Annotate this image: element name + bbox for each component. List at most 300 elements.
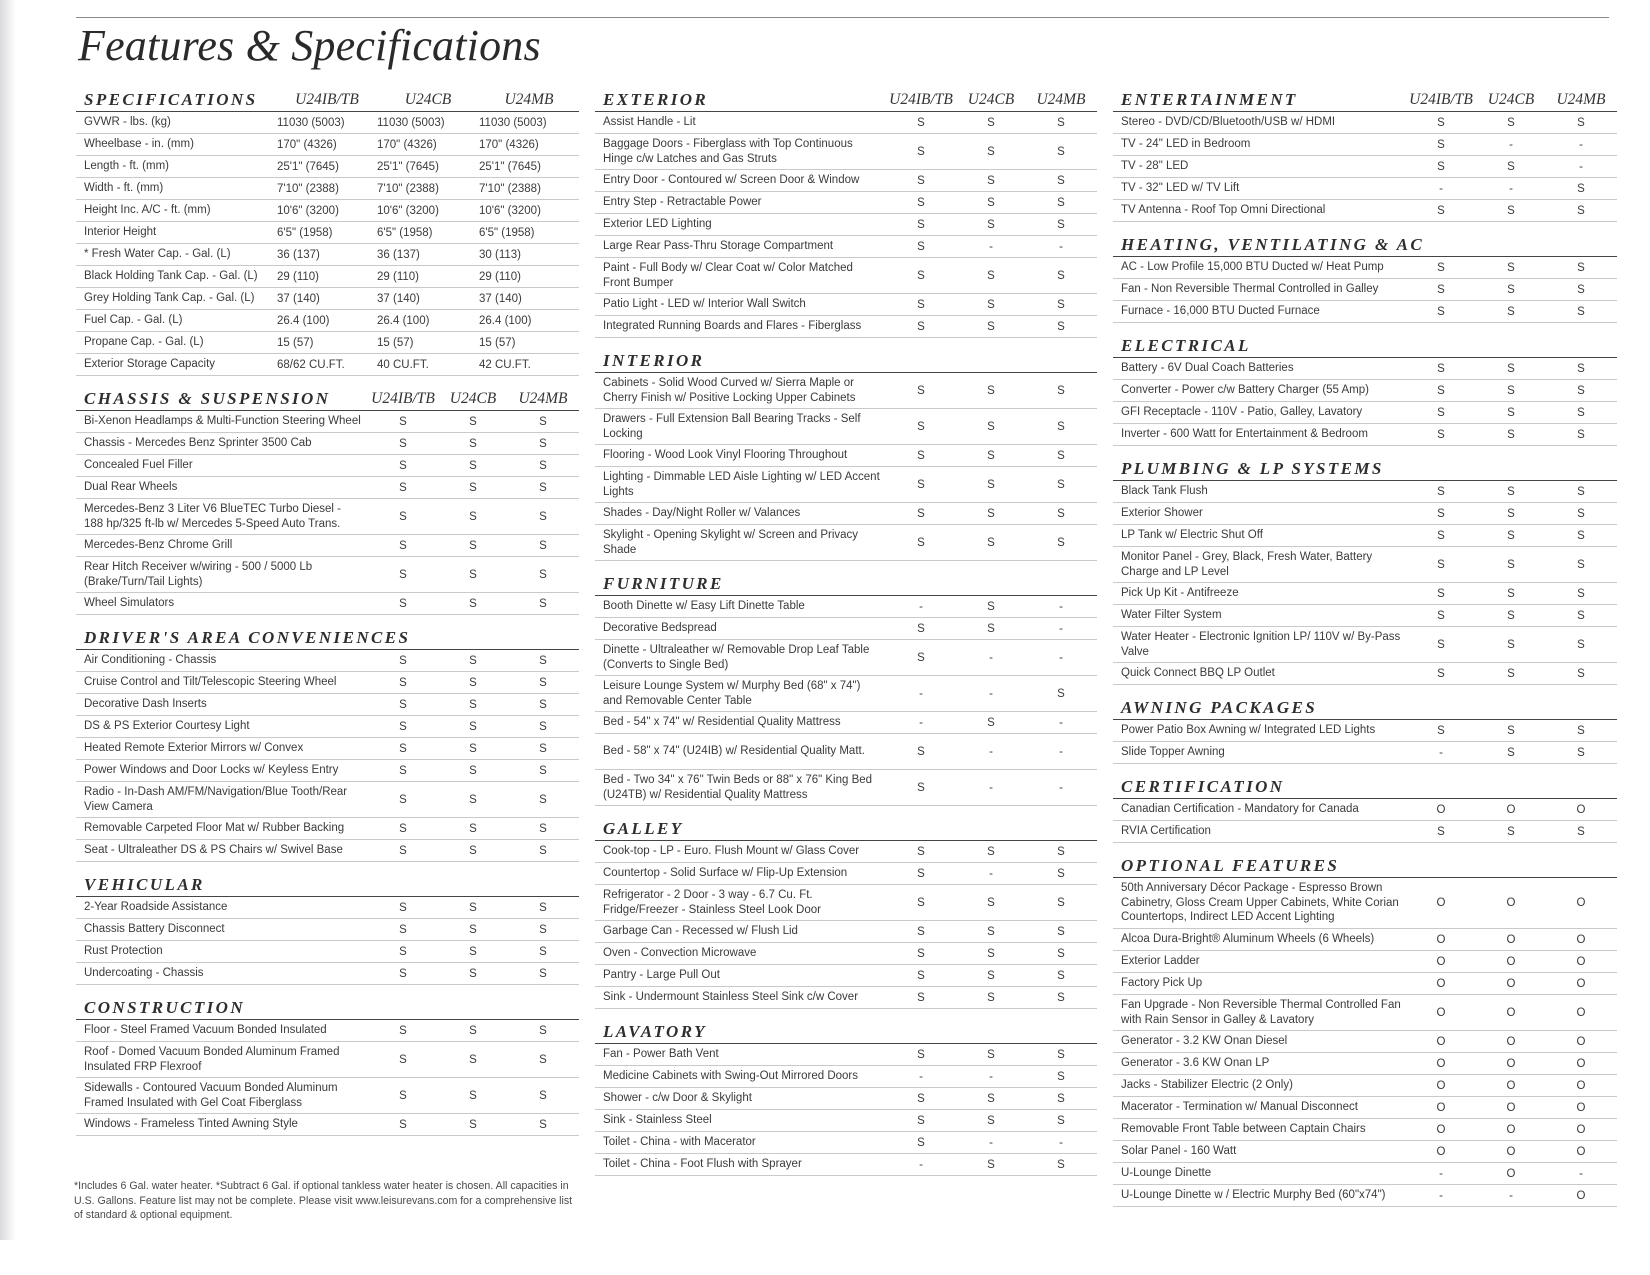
value-u24mb: S bbox=[539, 822, 547, 835]
value-u24cb: - bbox=[989, 867, 993, 880]
value-u24mb: S bbox=[1057, 991, 1065, 1004]
row-values bbox=[277, 139, 579, 151]
row-label: Heated Remote Exterior Mirrors w/ Convex bbox=[84, 742, 304, 755]
value-u24mb: S bbox=[539, 1118, 547, 1131]
section-title: LAVATORY bbox=[603, 1022, 707, 1041]
row-label: Toilet - China - Foot Flush with Sprayer bbox=[603, 1158, 802, 1171]
value-u24mb: S bbox=[1057, 896, 1065, 909]
section-title: CHASSIS & SUSPENSION bbox=[84, 389, 331, 408]
table-row bbox=[1113, 1163, 1617, 1185]
value-u24ib-tb: O bbox=[1436, 933, 1446, 946]
section-title: AWNING PACKAGES bbox=[1121, 698, 1318, 717]
value-u24cb: 37 (140) bbox=[377, 292, 420, 305]
value-u24ib-tb: S bbox=[1437, 362, 1445, 375]
row-values bbox=[885, 146, 1097, 158]
section-header bbox=[76, 86, 579, 112]
row-values bbox=[367, 1025, 579, 1037]
value-u24cb: O bbox=[1506, 1145, 1516, 1158]
value-u24ib-tb: O bbox=[1436, 1079, 1446, 1092]
table-row bbox=[1113, 1185, 1617, 1207]
table-row bbox=[76, 840, 579, 862]
value-u24mb: O bbox=[1576, 1101, 1586, 1114]
table-row bbox=[1113, 821, 1617, 843]
value-u24mb: S bbox=[1057, 269, 1065, 282]
value-u24cb: S bbox=[987, 116, 995, 129]
row-label: Baggage Doors - Fiberglass with Top Continuous Hinge c/w Latches and Gas Struts bbox=[603, 138, 853, 165]
value-u24cb: 7'10" (2388) bbox=[377, 182, 439, 195]
value-u24ib-tb: S bbox=[917, 969, 925, 982]
value-u24mb: S bbox=[1057, 507, 1065, 520]
value-u24ib-tb: O bbox=[1436, 955, 1446, 968]
value-u24ib-tb: S bbox=[917, 991, 925, 1004]
value-u24mb: S bbox=[1057, 145, 1065, 158]
value-u24mb: S bbox=[1057, 969, 1065, 982]
section-title: DRIVER'S AREA CONVENIENCES bbox=[84, 628, 411, 647]
row-label: Decorative Bedspread bbox=[603, 622, 717, 635]
table-row bbox=[1113, 301, 1617, 323]
row-values bbox=[1405, 1190, 1617, 1202]
table-row bbox=[595, 467, 1097, 503]
value-u24mb: 37 (140) bbox=[479, 292, 522, 305]
row-label: Generator - 3.6 KW Onan LP bbox=[1121, 1057, 1270, 1070]
row-label: Bed - 58" x 74" (U24IB) w/ Residential Quality Matt. bbox=[603, 745, 865, 758]
section-header bbox=[76, 385, 579, 411]
model-header-u24mb: U24MB bbox=[504, 91, 554, 108]
value-u24cb: S bbox=[1507, 305, 1515, 318]
row-label: Cabinets - Solid Wood Curved w/ Sierra Maple or Cherry Finish w/ Positive Locking Upper Cabinets bbox=[603, 377, 856, 404]
row-label: Paint - Full Body w/ Clear Coat w/ Color Matched Front Bumper bbox=[603, 262, 853, 289]
row-label: Exterior Shower bbox=[1121, 507, 1203, 520]
column-left bbox=[76, 86, 579, 1136]
table-row bbox=[595, 770, 1097, 806]
row-values bbox=[885, 1071, 1097, 1083]
model-column-headers bbox=[367, 390, 579, 410]
value-u24mb: O bbox=[1576, 955, 1586, 968]
model-header-u24cb: U24CB bbox=[449, 390, 497, 407]
section-header bbox=[1113, 332, 1617, 358]
table-row bbox=[76, 818, 579, 840]
value-u24ib-tb: 37 (140) bbox=[277, 292, 320, 305]
section-header bbox=[76, 994, 579, 1020]
section-certification bbox=[1113, 773, 1617, 843]
value-u24cb: S bbox=[987, 991, 995, 1004]
row-label: Entry Door - Contoured w/ Screen Door & Window bbox=[603, 174, 860, 187]
row-label: Undercoating - Chassis bbox=[84, 967, 204, 980]
section-header bbox=[1113, 773, 1617, 799]
value-u24mb: 10'6" (3200) bbox=[479, 204, 541, 217]
value-u24mb: S bbox=[1577, 667, 1585, 680]
value-u24mb: S bbox=[539, 742, 547, 755]
value-u24mb: S bbox=[1057, 867, 1065, 880]
table-row bbox=[1113, 380, 1617, 402]
row-values bbox=[1405, 1146, 1617, 1158]
value-u24ib-tb: S bbox=[917, 651, 925, 664]
value-u24mb: S bbox=[1577, 116, 1585, 129]
table-row bbox=[76, 288, 579, 310]
row-label: Countertop - Solid Surface w/ Flip-Up Extension bbox=[603, 867, 848, 880]
section-chassis-suspension bbox=[76, 385, 579, 615]
row-label: Dual Rear Wheels bbox=[84, 481, 178, 494]
section-header bbox=[1113, 694, 1617, 720]
value-u24cb: S bbox=[987, 196, 995, 209]
row-label: Width - ft. (mm) bbox=[84, 182, 164, 195]
table-row bbox=[1113, 1075, 1617, 1097]
table-row bbox=[1113, 627, 1617, 663]
table-row bbox=[595, 170, 1097, 192]
row-label: * Fresh Water Cap. - Gal. (L) bbox=[84, 248, 231, 261]
row-values bbox=[1405, 725, 1617, 737]
row-label: Pantry - Large Pull Out bbox=[603, 969, 720, 982]
value-u24ib-tb: S bbox=[399, 568, 407, 581]
row-values bbox=[367, 743, 579, 755]
value-u24ib-tb: - bbox=[919, 687, 923, 700]
section-header bbox=[595, 347, 1097, 373]
table-row bbox=[76, 963, 579, 985]
value-u24mb: O bbox=[1576, 1123, 1586, 1136]
value-u24mb: S bbox=[539, 1024, 547, 1037]
value-u24cb: S bbox=[987, 384, 995, 397]
row-values bbox=[885, 241, 1097, 253]
value-u24mb: S bbox=[1577, 609, 1585, 622]
value-u24cb: S bbox=[1507, 724, 1515, 737]
row-label: Quick Connect BBQ LP Outlet bbox=[1121, 667, 1275, 680]
value-u24cb: S bbox=[469, 1024, 477, 1037]
value-u24ib-tb: - bbox=[1439, 746, 1443, 759]
value-u24cb: - bbox=[989, 745, 993, 758]
value-u24cb: S bbox=[987, 925, 995, 938]
row-values bbox=[277, 249, 579, 261]
row-label: Medicine Cabinets with Swing-Out Mirrored Doors bbox=[603, 1070, 859, 1083]
value-u24cb: - bbox=[1509, 138, 1513, 151]
value-u24cb: S bbox=[469, 822, 477, 835]
table-row bbox=[1113, 1097, 1617, 1119]
table-row bbox=[1113, 178, 1617, 200]
value-u24mb: S bbox=[1057, 116, 1065, 129]
value-u24mb: - bbox=[1059, 716, 1063, 729]
table-row bbox=[76, 433, 579, 455]
value-u24mb: 30 (113) bbox=[479, 248, 521, 261]
value-u24cb: S bbox=[987, 420, 995, 433]
table-row bbox=[595, 640, 1097, 676]
section-entertainment bbox=[1113, 86, 1617, 222]
value-u24cb: S bbox=[1507, 204, 1515, 217]
value-u24mb: - bbox=[1059, 1136, 1063, 1149]
value-u24mb: O bbox=[1576, 1035, 1586, 1048]
value-u24ib-tb: S bbox=[399, 415, 407, 428]
value-u24cb: O bbox=[1506, 1079, 1516, 1092]
value-u24ib-tb: S bbox=[917, 420, 925, 433]
row-values bbox=[1405, 183, 1617, 195]
value-u24cb: S bbox=[987, 969, 995, 982]
model-column-headers bbox=[885, 91, 1097, 111]
value-u24ib-tb: S bbox=[917, 536, 925, 549]
value-u24mb: S bbox=[539, 676, 547, 689]
row-label: Dinette - Ultraleather w/ Removable Drop Leaf Table (Converts to Single Bed) bbox=[603, 644, 870, 671]
value-u24cb: S bbox=[987, 1092, 995, 1105]
value-u24cb: S bbox=[469, 597, 477, 610]
row-label: Roof - Domed Vacuum Bonded Aluminum Framed Insulated FRP Flexroof bbox=[84, 1046, 340, 1073]
row-values bbox=[1405, 363, 1617, 375]
table-row bbox=[595, 943, 1097, 965]
row-label: Alcoa Dura-Bright® Aluminum Wheels (6 Wheels) bbox=[1121, 933, 1375, 946]
row-label: Leisure Lounge System w/ Murphy Bed (68" x 74") and Removable Center Table bbox=[603, 680, 861, 707]
row-label: Power Patio Box Awning w/ Integrated LED Lights bbox=[1121, 724, 1376, 737]
table-row bbox=[1113, 720, 1617, 742]
value-u24cb: - bbox=[989, 1136, 993, 1149]
value-u24mb: S bbox=[1577, 305, 1585, 318]
value-u24ib-tb: 11030 (5003) bbox=[277, 116, 345, 129]
table-row bbox=[595, 921, 1097, 943]
row-values bbox=[1405, 429, 1617, 441]
value-u24mb: O bbox=[1576, 933, 1586, 946]
value-u24ib-tb: 7'10" (2388) bbox=[277, 182, 339, 195]
value-u24ib-tb: S bbox=[917, 174, 925, 187]
value-u24ib-tb: S bbox=[399, 923, 407, 936]
row-values bbox=[885, 1093, 1097, 1105]
table-row bbox=[76, 897, 579, 919]
row-label: Rust Protection bbox=[84, 945, 163, 958]
table-row bbox=[1113, 156, 1617, 178]
row-values bbox=[1405, 1080, 1617, 1092]
row-label: Bed - Two 34" x 76" Twin Beds or 88" x 76" King Bed (U24TB) w/ Residential Quality Mattress bbox=[603, 774, 873, 801]
row-label: Height Inc. A/C - ft. (mm) bbox=[84, 204, 211, 217]
value-u24ib-tb: S bbox=[399, 793, 407, 806]
value-u24ib-tb: S bbox=[917, 867, 925, 880]
row-label: Inverter - 600 Watt for Entertainment & Bedroom bbox=[1121, 428, 1368, 441]
value-u24ib-tb: S bbox=[917, 925, 925, 938]
table-row bbox=[76, 112, 579, 134]
row-values bbox=[885, 270, 1097, 282]
row-label: Booth Dinette w/ Easy Lift Dinette Table bbox=[603, 600, 805, 613]
value-u24cb: S bbox=[987, 449, 995, 462]
value-u24ib-tb: O bbox=[1436, 1006, 1446, 1019]
value-u24mb: S bbox=[1577, 638, 1585, 651]
row-values bbox=[1405, 1102, 1617, 1114]
value-u24mb: S bbox=[539, 597, 547, 610]
row-values bbox=[367, 765, 579, 777]
table-row bbox=[76, 919, 579, 941]
table-row bbox=[595, 192, 1097, 214]
row-label: Fuel Cap. - Gal. (L) bbox=[84, 314, 183, 327]
value-u24cb: S bbox=[469, 967, 477, 980]
value-u24ib-tb: S bbox=[399, 481, 407, 494]
row-label: Water Filter System bbox=[1121, 609, 1222, 622]
row-values bbox=[367, 968, 579, 980]
table-row bbox=[1113, 973, 1617, 995]
row-values bbox=[885, 868, 1097, 880]
row-label: Wheelbase - in. (mm) bbox=[84, 138, 194, 151]
value-u24ib-tb: S bbox=[399, 459, 407, 472]
value-u24mb: S bbox=[539, 945, 547, 958]
value-u24ib-tb: S bbox=[399, 654, 407, 667]
value-u24mb: - bbox=[1579, 1167, 1583, 1180]
row-values bbox=[1405, 205, 1617, 217]
value-u24mb: S bbox=[1057, 478, 1065, 491]
section-driver-s-area-conveniences bbox=[76, 624, 579, 862]
row-label: Assist Handle - Lit bbox=[603, 116, 696, 129]
value-u24cb: S bbox=[469, 459, 477, 472]
row-label: Toilet - China - with Macerator bbox=[603, 1136, 756, 1149]
row-values bbox=[885, 421, 1097, 433]
value-u24ib-tb: 25'1" (7645) bbox=[277, 160, 339, 173]
value-u24ib-tb: S bbox=[1437, 116, 1445, 129]
row-label: Removable Carpeted Floor Mat w/ Rubber Backing bbox=[84, 822, 345, 835]
model-header-u24cb: U24CB bbox=[967, 91, 1015, 108]
row-values bbox=[885, 1049, 1097, 1061]
value-u24ib-tb: 68/62 CU.FT. bbox=[277, 358, 345, 371]
value-u24cb: S bbox=[469, 764, 477, 777]
table-row bbox=[76, 499, 579, 535]
value-u24mb: S bbox=[1057, 1048, 1065, 1061]
value-u24mb: S bbox=[1057, 536, 1065, 549]
value-u24ib-tb: O bbox=[1436, 1145, 1446, 1158]
value-u24cb: S bbox=[469, 1118, 477, 1131]
row-label: Fan - Non Reversible Thermal Controlled in Galley bbox=[1121, 283, 1379, 296]
row-values bbox=[277, 161, 579, 173]
table-row bbox=[76, 716, 579, 738]
row-values bbox=[885, 537, 1097, 549]
value-u24ib-tb: - bbox=[1439, 1167, 1443, 1180]
table-row bbox=[76, 1020, 579, 1042]
row-values bbox=[1405, 262, 1617, 274]
value-u24ib-tb: S bbox=[917, 218, 925, 231]
value-u24cb: O bbox=[1506, 955, 1516, 968]
row-values bbox=[885, 1159, 1097, 1171]
value-u24cb: S bbox=[469, 1089, 477, 1102]
value-u24cb: 10'6" (3200) bbox=[377, 204, 439, 217]
row-values bbox=[885, 652, 1097, 664]
value-u24ib-tb: S bbox=[399, 1089, 407, 1102]
value-u24cb: S bbox=[469, 901, 477, 914]
value-u24cb: 6'5" (1958) bbox=[377, 226, 433, 239]
row-label: Lighting - Dimmable LED Aisle Lighting w/ LED Accent Lights bbox=[603, 471, 880, 498]
row-values bbox=[885, 385, 1097, 397]
value-u24cb: O bbox=[1506, 1123, 1516, 1136]
value-u24mb: S bbox=[539, 539, 547, 552]
value-u24mb: 170" (4326) bbox=[479, 138, 539, 151]
value-u24ib-tb: S bbox=[917, 196, 925, 209]
row-values bbox=[367, 511, 579, 523]
value-u24mb: - bbox=[1059, 745, 1063, 758]
value-u24mb: 26.4 (100) bbox=[479, 314, 532, 327]
table-row bbox=[595, 596, 1097, 618]
row-values bbox=[367, 845, 579, 857]
table-row bbox=[595, 525, 1097, 561]
value-u24mb: S bbox=[1577, 362, 1585, 375]
value-u24mb: S bbox=[1577, 507, 1585, 520]
value-u24mb: S bbox=[1577, 283, 1585, 296]
row-values bbox=[885, 479, 1097, 491]
value-u24mb: S bbox=[539, 1089, 547, 1102]
table-row bbox=[76, 200, 579, 222]
table-row bbox=[595, 134, 1097, 170]
row-label: Cruise Control and Tilt/Telescopic Steering Wheel bbox=[84, 676, 337, 689]
table-row bbox=[1113, 663, 1617, 685]
model-header-u24ib-tb: U24IB/TB bbox=[295, 91, 359, 108]
row-values bbox=[277, 337, 579, 349]
value-u24cb: S bbox=[987, 1114, 995, 1127]
row-values bbox=[1405, 610, 1617, 622]
row-values bbox=[367, 823, 579, 835]
value-u24ib-tb: S bbox=[399, 844, 407, 857]
value-u24ib-tb: S bbox=[917, 1114, 925, 1127]
row-label: Integrated Running Boards and Flares - Fiberglass bbox=[603, 320, 862, 333]
value-u24cb: 36 (137) bbox=[377, 248, 420, 261]
row-values bbox=[277, 293, 579, 305]
value-u24cb: S bbox=[987, 1158, 995, 1171]
value-u24mb: S bbox=[1057, 384, 1065, 397]
section-header bbox=[1113, 231, 1617, 257]
value-u24mb: S bbox=[539, 764, 547, 777]
value-u24mb: S bbox=[539, 967, 547, 980]
table-row bbox=[595, 112, 1097, 134]
row-values bbox=[1405, 897, 1617, 909]
row-values bbox=[1405, 588, 1617, 600]
table-row bbox=[595, 409, 1097, 445]
value-u24mb: O bbox=[1576, 897, 1586, 909]
table-row bbox=[76, 738, 579, 760]
row-values bbox=[885, 1115, 1097, 1127]
value-u24mb: S bbox=[1577, 587, 1585, 600]
value-u24mb: S bbox=[539, 720, 547, 733]
row-values bbox=[885, 508, 1097, 520]
section-optional-features bbox=[1113, 852, 1617, 1207]
table-row bbox=[76, 593, 579, 615]
row-values bbox=[1405, 306, 1617, 318]
row-values bbox=[885, 197, 1097, 209]
row-values bbox=[367, 438, 579, 450]
table-row bbox=[595, 712, 1097, 734]
value-u24cb: S bbox=[987, 536, 995, 549]
table-row bbox=[1113, 878, 1617, 929]
section-title: ENTERTAINMENT bbox=[1121, 90, 1298, 109]
row-label: Rear Hitch Receiver w/wiring - 500 / 5000 Lb (Brake/Turn/Tail Lights) bbox=[84, 561, 313, 588]
value-u24ib-tb: S bbox=[917, 845, 925, 858]
table-row bbox=[1113, 951, 1617, 973]
row-values bbox=[367, 924, 579, 936]
row-label: Interior Height bbox=[84, 226, 157, 239]
section-title: CERTIFICATION bbox=[1121, 777, 1285, 796]
value-u24mb: S bbox=[1057, 1114, 1065, 1127]
section-title: VEHICULAR bbox=[84, 875, 205, 894]
value-u24ib-tb: S bbox=[917, 1092, 925, 1105]
value-u24mb: S bbox=[1577, 261, 1585, 274]
section-header bbox=[76, 624, 579, 650]
page-edge-shadow bbox=[0, 0, 16, 1275]
value-u24ib-tb: S bbox=[399, 945, 407, 958]
row-label: U-Lounge Dinette bbox=[1121, 1167, 1212, 1180]
section-title: INTERIOR bbox=[603, 351, 705, 370]
value-u24cb: 170" (4326) bbox=[377, 138, 437, 151]
row-label: Bi-Xenon Headlamps & Multi-Function Steering Wheel bbox=[84, 415, 361, 428]
value-u24cb: S bbox=[469, 793, 477, 806]
value-u24mb: O bbox=[1576, 1057, 1586, 1070]
value-u24ib-tb: S bbox=[399, 676, 407, 689]
model-header-u24ib-tb: U24IB/TB bbox=[889, 91, 953, 108]
value-u24cb: S bbox=[987, 298, 995, 311]
value-u24ib-tb: O bbox=[1436, 803, 1446, 816]
table-row bbox=[1113, 799, 1617, 821]
value-u24mb: S bbox=[539, 1053, 547, 1066]
table-row bbox=[76, 672, 579, 694]
row-label: Monitor Panel - Grey, Black, Fresh Water, Battery Charge and LP Level bbox=[1121, 551, 1373, 578]
row-label: Patio Light - LED w/ Interior Wall Switch bbox=[603, 298, 806, 311]
row-label: Jacks - Stabilizer Electric (2 Only) bbox=[1121, 1079, 1293, 1092]
value-u24mb: S bbox=[1057, 1092, 1065, 1105]
value-u24cb: - bbox=[989, 240, 993, 253]
model-column-headers bbox=[1405, 91, 1617, 111]
value-u24mb: S bbox=[539, 844, 547, 857]
